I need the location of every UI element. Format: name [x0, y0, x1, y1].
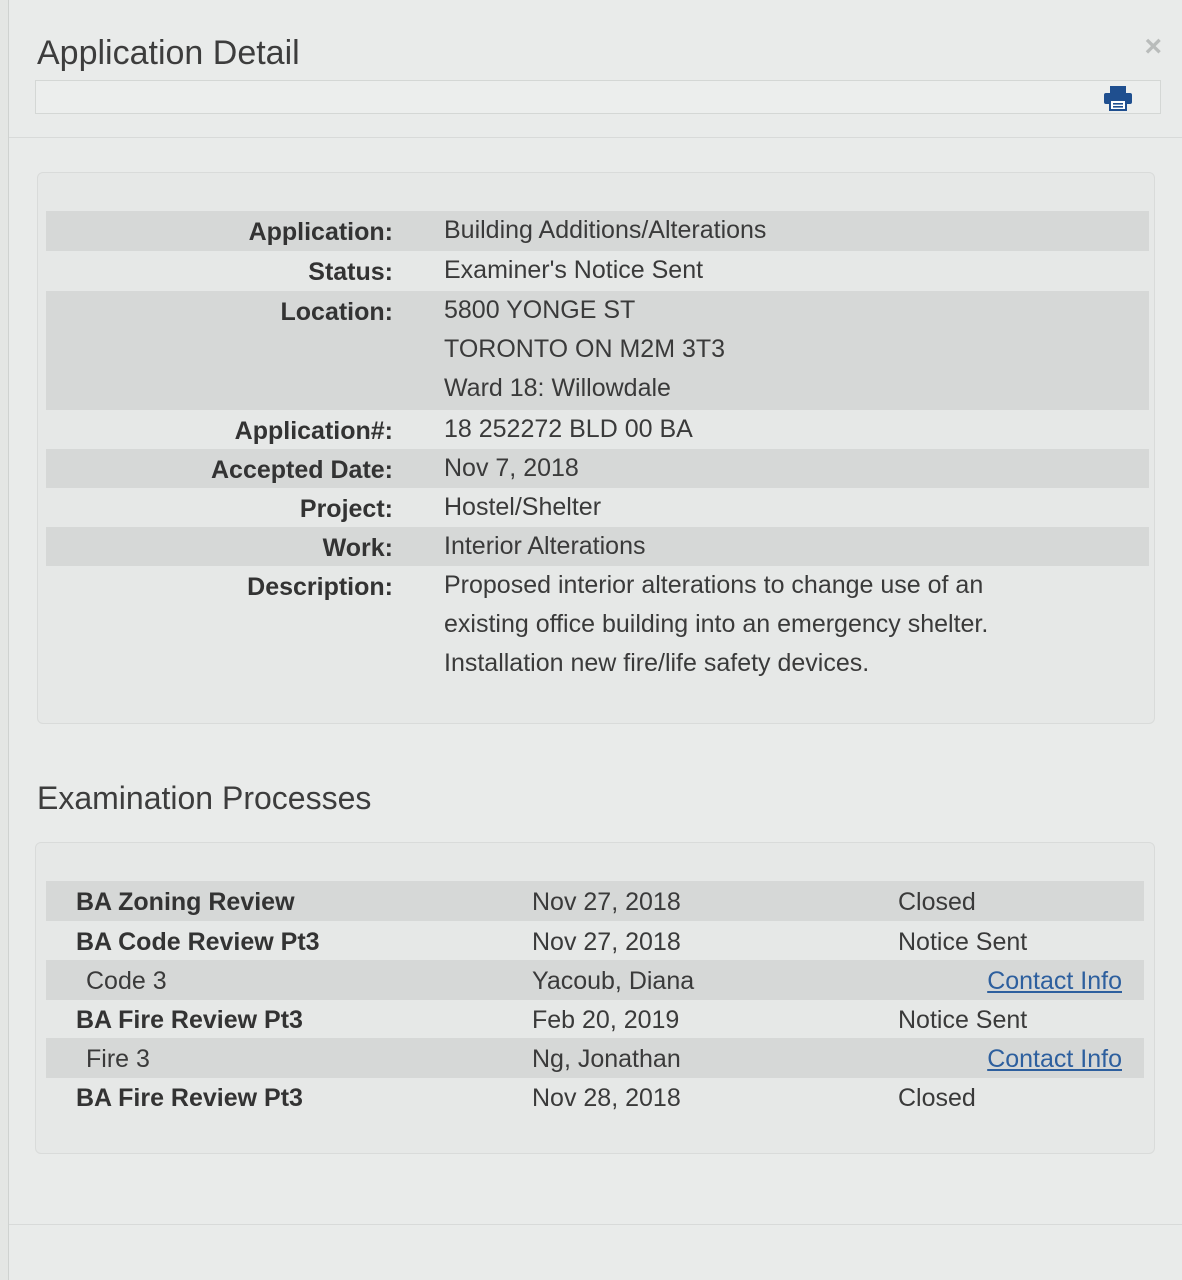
process-status: Notice Sent [898, 1006, 1028, 1034]
detail-row-application [46, 211, 1149, 251]
close-button[interactable]: × [1144, 30, 1162, 63]
contact-info-link[interactable]: Contact Info [987, 967, 1122, 995]
detail-label: Application#: [234, 417, 393, 445]
detail-label: Work: [322, 534, 393, 562]
examiner-role: Fire 3 [86, 1045, 150, 1073]
detail-row-accepted-date [46, 449, 1149, 488]
detail-value: Proposed interior alterations to change use of an existing office building into an emergency shelter. Installation new fire/life safety devices. [444, 571, 989, 677]
detail-label: Project: [299, 495, 393, 523]
footer-divider [9, 1224, 1182, 1225]
process-name: BA Zoning Review [76, 888, 295, 916]
detail-label: Location: [280, 298, 393, 326]
detail-value: 5800 YONGE ST TORONTO ON M2M 3T3 Ward 18: Willowdale [444, 296, 726, 402]
detail-value: 18 252272 BLD 00 BA [444, 415, 693, 443]
detail-row-location [46, 291, 1149, 410]
process-status: Notice Sent [898, 928, 1028, 956]
dialog-toolbar [35, 80, 1161, 114]
examiner-role: Code 3 [86, 967, 167, 995]
detail-label: Accepted Date: [211, 456, 393, 484]
contact-info-link[interactable]: Contact Info [987, 1045, 1122, 1073]
detail-value: Nov 7, 2018 [444, 454, 579, 482]
process-date: Feb 20, 2019 [532, 1006, 680, 1034]
process-date: Nov 27, 2018 [532, 888, 681, 916]
process-name: BA Fire Review Pt3 [76, 1006, 303, 1034]
examiner-name: Ng, Jonathan [532, 1045, 681, 1073]
process-name: BA Fire Review Pt3 [76, 1084, 303, 1112]
detail-value: Building Additions/Alterations [444, 216, 767, 244]
exam-row [46, 921, 1144, 961]
detail-row-status [46, 251, 1149, 291]
exam-subrow [46, 1038, 1144, 1078]
detail-label: Description: [247, 573, 393, 601]
detail-row-description [46, 566, 1149, 686]
dialog-title: Application Detail [37, 34, 300, 72]
print-button[interactable] [1102, 85, 1134, 111]
detail-row-work [46, 527, 1149, 566]
printer-icon [1102, 85, 1134, 111]
detail-label: Application: [248, 218, 393, 246]
process-name: BA Code Review Pt3 [76, 928, 320, 956]
application-details-panel [37, 172, 1155, 724]
detail-value: Examiner's Notice Sent [444, 256, 704, 284]
detail-value: Hostel/Shelter [444, 493, 602, 521]
examination-section-title: Examination Processes [37, 780, 372, 816]
application-detail-dialog [8, 0, 1182, 1280]
process-status: Closed [898, 1084, 976, 1112]
detail-row-project [46, 488, 1149, 527]
process-date: Nov 28, 2018 [532, 1084, 681, 1112]
header-divider [9, 137, 1182, 138]
exam-row [46, 1077, 1144, 1117]
process-date: Nov 27, 2018 [532, 928, 681, 956]
detail-value: Interior Alterations [444, 532, 646, 560]
process-status: Closed [898, 888, 976, 916]
examiner-name: Yacoub, Diana [532, 967, 695, 995]
exam-row [46, 999, 1144, 1039]
exam-subrow [46, 960, 1144, 1000]
exam-row [46, 881, 1144, 921]
detail-label: Status: [308, 258, 393, 286]
detail-row-application-number [46, 410, 1149, 449]
examination-processes-panel [35, 842, 1155, 1154]
